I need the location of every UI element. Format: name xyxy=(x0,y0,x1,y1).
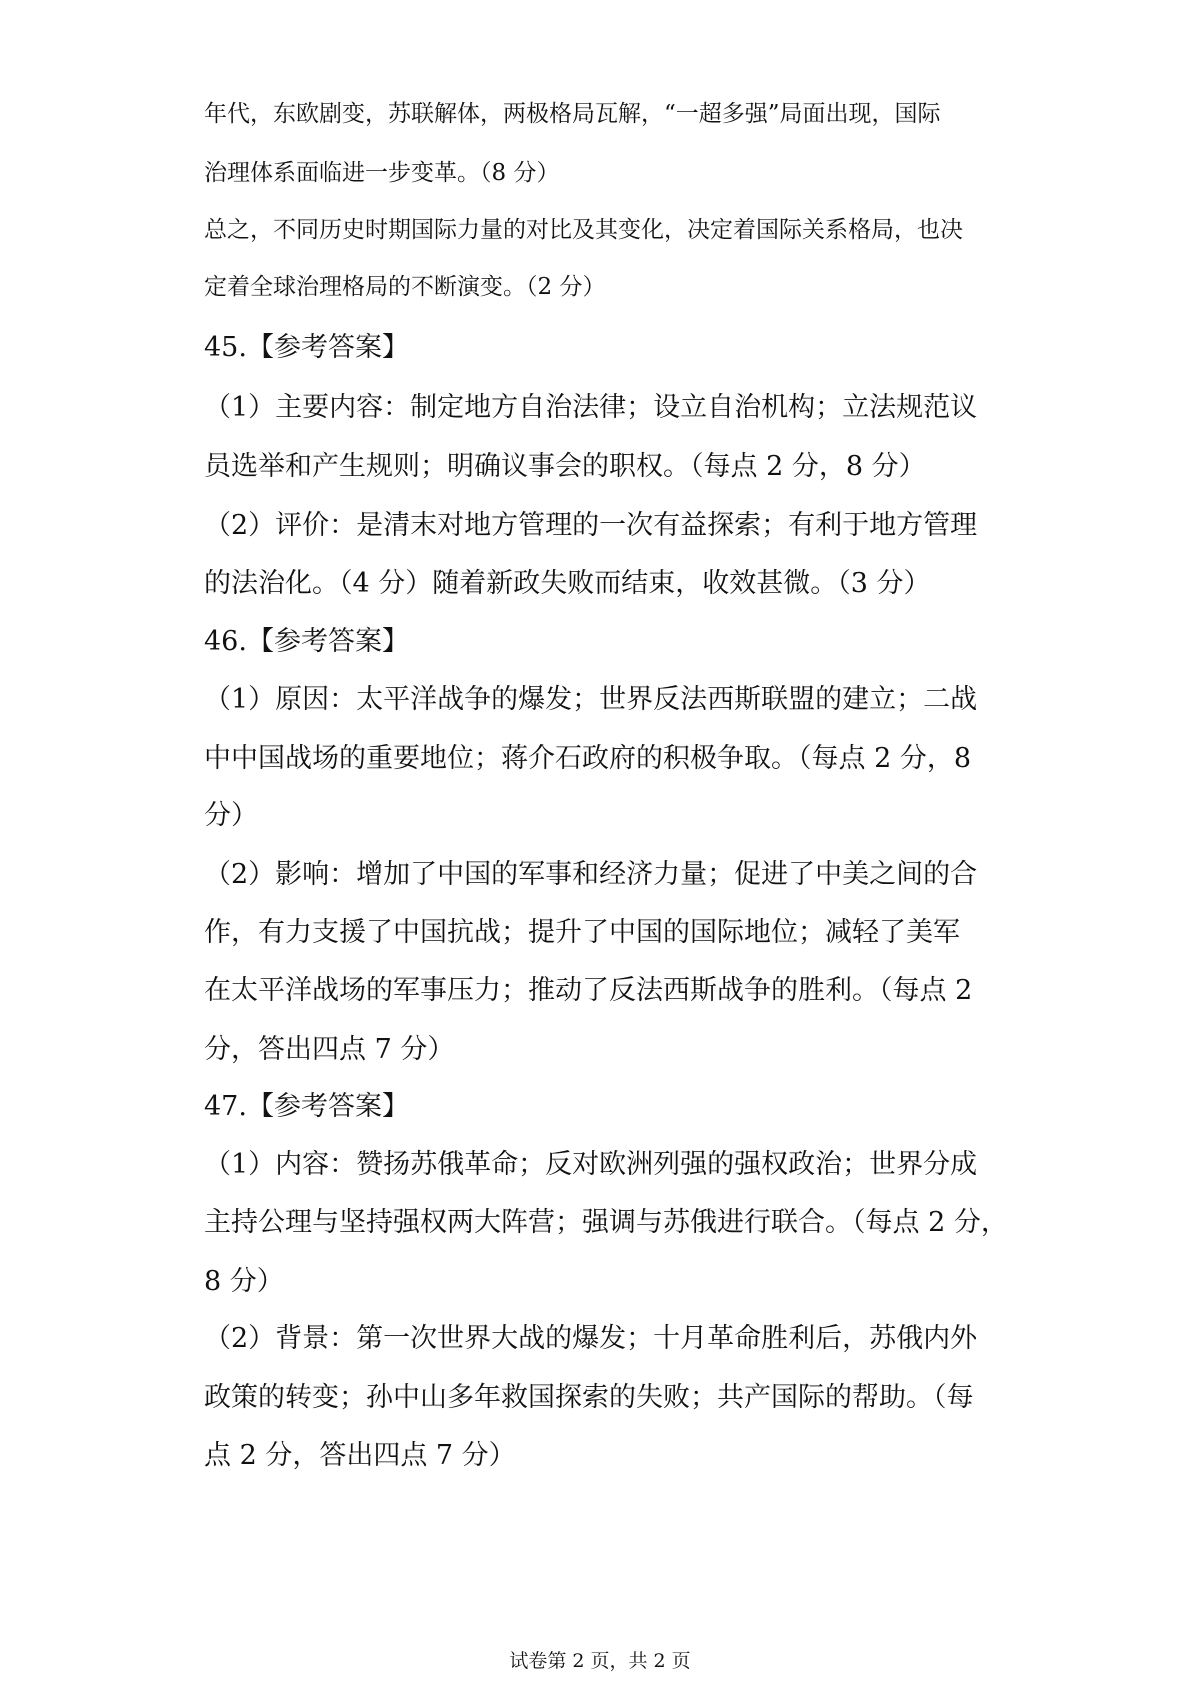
text-line: （1）原因：太平洋战争的爆发；世界反法西斯联盟的建立；二战 xyxy=(204,684,978,715)
text-line: （2）影响：增加了中国的军事和经济力量；促进了中美之间的合 xyxy=(204,859,978,890)
text-line: 主持公理与坚持强权两大阵营；强调与苏俄进行联合。（每点 2 分， xyxy=(204,1207,1008,1238)
text-line: 年代，东欧剧变，苏联解体，两极格局瓦解，“一超多强”局面出现，国际 xyxy=(204,101,941,127)
text-line: （2）评价：是清末对地方管理的一次有益探索；有利于地方管理 xyxy=(204,510,978,541)
text-line: 中中国战场的重要地位；蒋介石政府的积极争取。（每点 2 分，8 xyxy=(204,743,972,774)
text-line: （2）背景：第一次世界大战的爆发；十月革命胜利后，苏俄内外 xyxy=(204,1323,978,1354)
text-line: 治理体系面临进一步变革。（8 分） xyxy=(204,160,560,186)
text-line: 员选举和产生规则；明确议事会的职权。（每点 2 分，8 分） xyxy=(204,451,926,482)
answer-heading-45: 45.【参考答案】 xyxy=(204,332,409,363)
text-line: 政策的转变；孙中山多年救国探索的失败；共产国际的帮助。（每 xyxy=(204,1382,974,1413)
text-line: 作，有力支援了中国抗战；提升了中国的国际地位；减轻了美军 xyxy=(204,917,960,948)
text-line: 的法治化。（4 分）随着新政失败而结束，收效甚微。（3 分） xyxy=(204,568,931,599)
answer-heading-46: 46.【参考答案】 xyxy=(204,626,409,657)
text-line: 在太平洋战场的军事压力；推动了反法西斯战争的胜利。（每点 2 xyxy=(204,975,973,1006)
answer-heading-47: 47.【参考答案】 xyxy=(204,1091,409,1122)
text-line: 分，答出四点 7 分） xyxy=(204,1034,455,1065)
text-line: 8 分） xyxy=(204,1266,284,1297)
text-line: 分） xyxy=(204,800,258,831)
text-line: （1）主要内容：制定地方自治法律；设立自治机构；立法规范议 xyxy=(204,392,978,423)
text-line: （1）内容：赞扬苏俄革命；反对欧洲列强的强权政治；世界分成 xyxy=(204,1149,978,1180)
text-line: 定着全球治理格局的不断演变。（2 分） xyxy=(204,274,606,300)
text-line: 点 2 分，答出四点 7 分） xyxy=(204,1440,516,1471)
page-footer: 试卷第 2 页，共 2 页 xyxy=(509,1650,691,1672)
text-line: 总之，不同历史时期国际力量的对比及其变化，决定着国际关系格局，也决 xyxy=(204,217,963,243)
